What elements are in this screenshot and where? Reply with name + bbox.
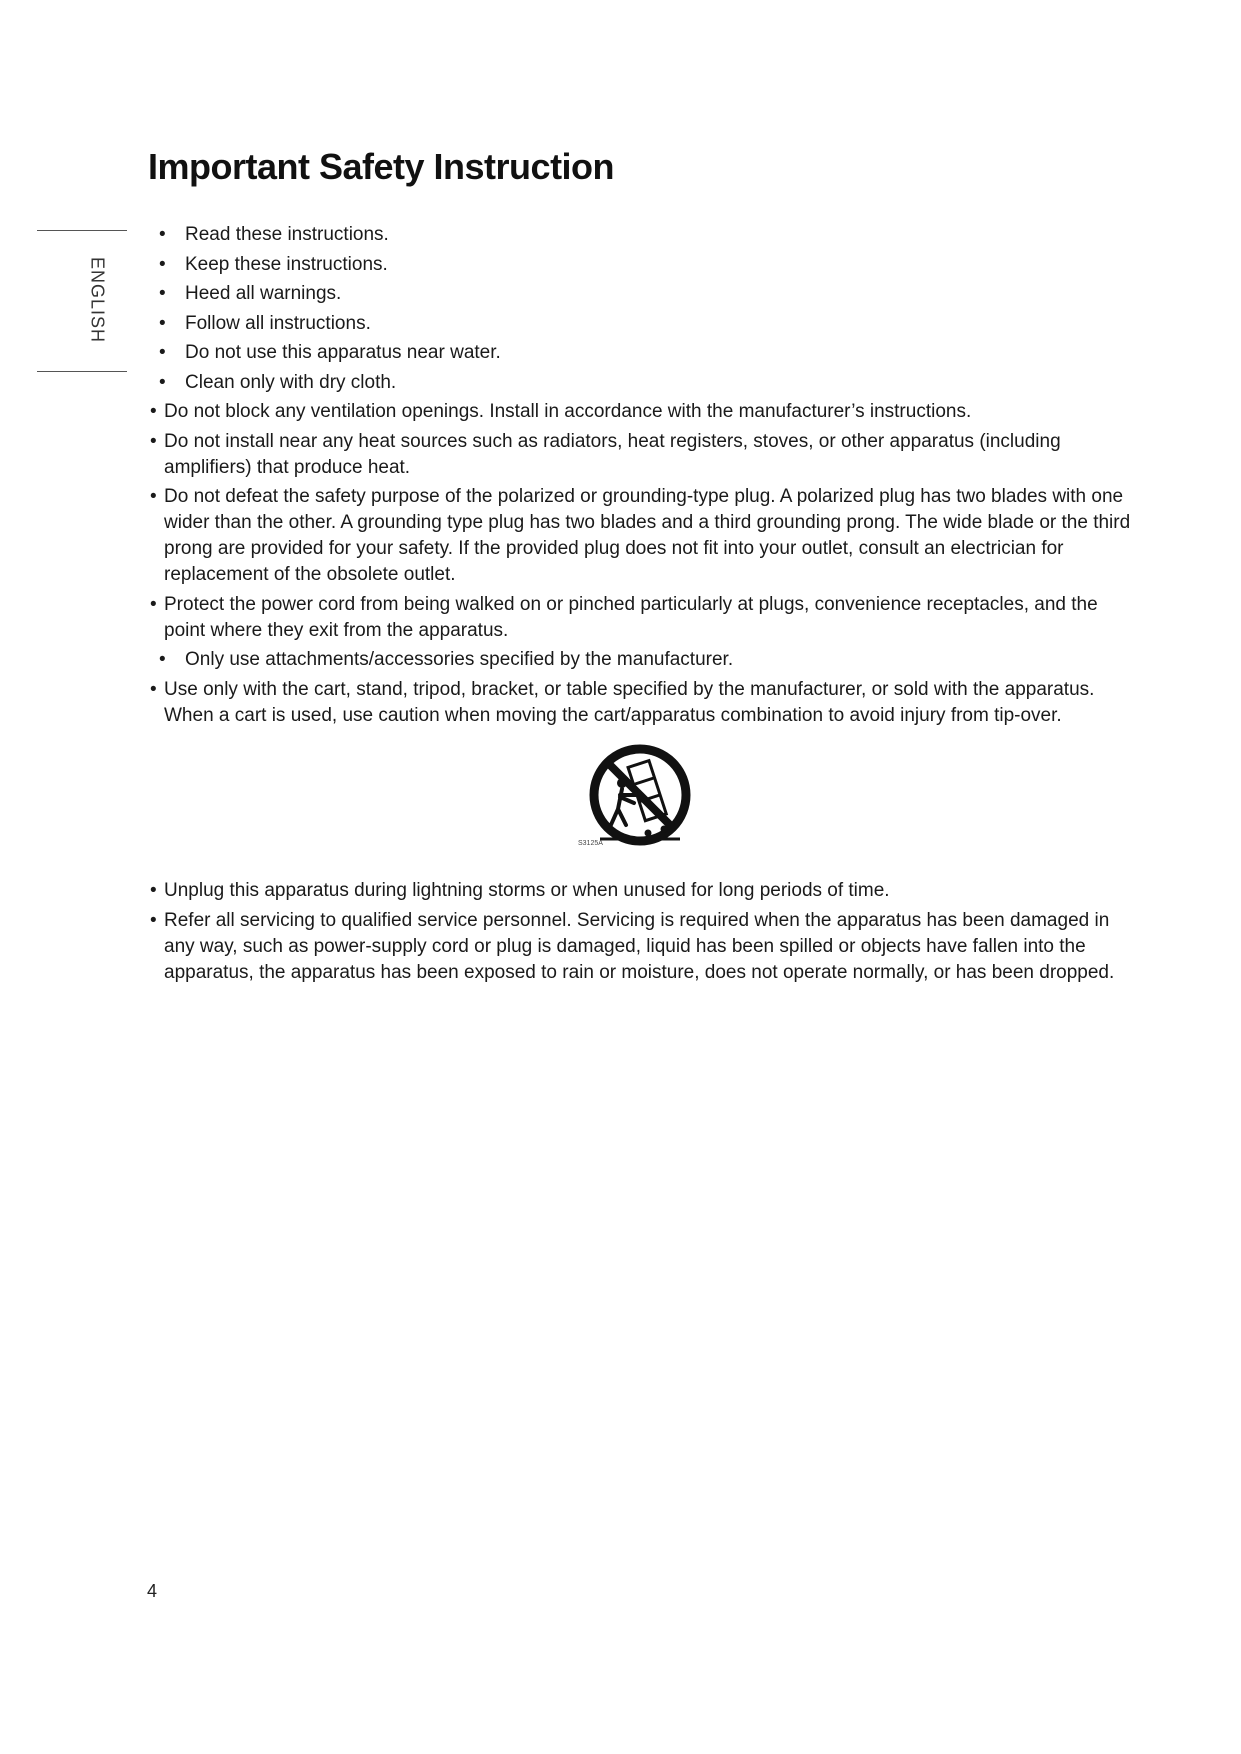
list-item: • Do not use this apparatus near water. — [148, 340, 1138, 366]
page-title: Important Safety Instruction — [148, 146, 615, 187]
list-item: • Unplug this apparatus during lightning storms or when unused for long periods of time. — [148, 878, 1138, 904]
list-item: • Follow all instructions. — [148, 311, 1138, 337]
list-item: • Only use attachments/accessories specified by the manufacturer. — [148, 647, 1138, 673]
list-item: • Heed all warnings. — [148, 281, 1138, 307]
list-item: • Clean only with dry cloth. — [148, 370, 1138, 396]
language-side-tab — [37, 230, 127, 372]
list-item: • Use only with the cart, stand, tripod, bracket, or table specified by the manufacturer, or sold with the apparatus. When a cart is used, use caution when moving the cart/apparatus combination to avoid injury from tip-over. — [148, 677, 1138, 729]
language-tab-label: ENGLISH — [87, 256, 108, 344]
page-number: 4 — [147, 1581, 158, 1601]
list-item: • Do not block any ventilation openings. Install in accordance with the manufacturer’s instructions. — [148, 399, 1138, 425]
list-item: • Protect the power cord from being walked on or pinched particularly at plugs, convenience receptacles, and the point where they exit from the apparatus. — [148, 592, 1138, 644]
list-item: • Do not install near any heat sources such as radiators, heat registers, stoves, or other apparatus (including amplifiers) that produce heat. — [148, 429, 1138, 481]
list-item: • Do not defeat the safety purpose of the polarized or grounding-type plug. A polarized plug has two blades with one wider than the other. A grounding type plug has two blades and a third grounding prong. The wide blade or the third prong are provided for your safety. If the provided plug does not fit into your outlet, consult an electrician for replacement of the obsolete outlet. — [148, 484, 1138, 588]
symbol-code: S3125A — [578, 840, 603, 847]
list-item: • Refer all servicing to qualified service personnel. Servicing is required when the apparatus has been damaged in any way, such as power-supply cord or plug is damaged, liquid has been spilled or objects have fallen into the apparatus, the apparatus has been exposed to rain or moisture, does not operate normally, or has been dropped. — [148, 908, 1138, 986]
list-item: • Keep these instructions. — [148, 252, 1138, 278]
safety-instructions-list — [148, 222, 1138, 732]
safety-instructions-list-continued — [148, 878, 1138, 989]
list-item: • Read these instructions. — [148, 222, 1138, 248]
